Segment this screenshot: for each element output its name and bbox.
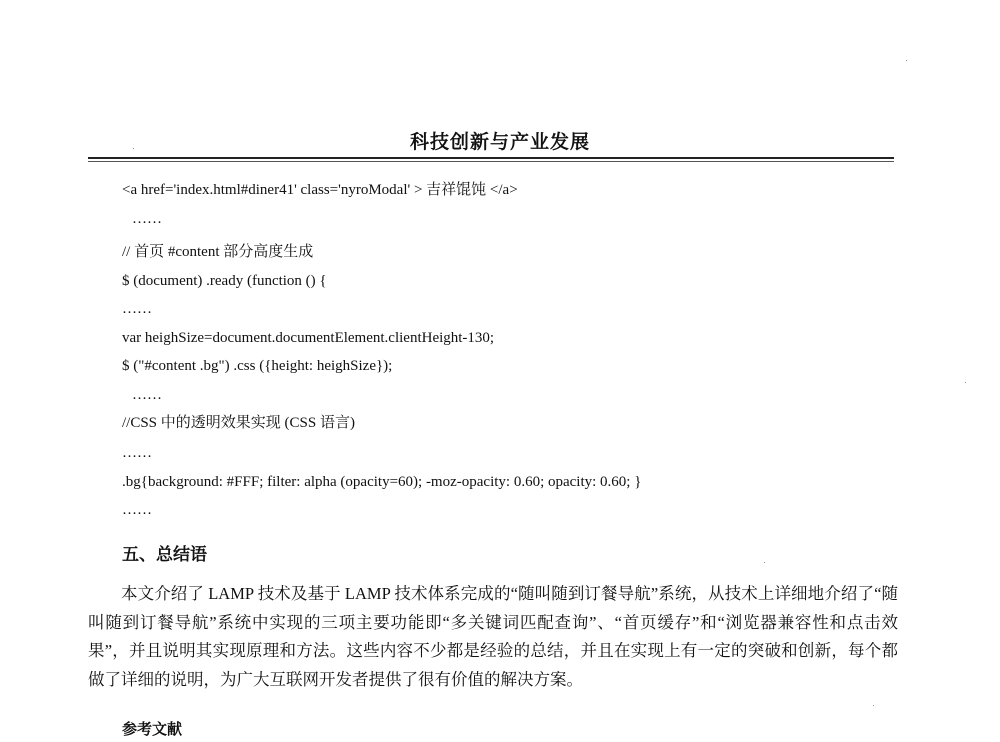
code-line: …… <box>122 301 152 317</box>
code-line: …… <box>122 502 152 518</box>
code-line: $ (document) .ready (function () { <box>122 273 327 289</box>
scan-speck <box>133 148 134 149</box>
code-line: var heighSize=document.documentElement.clientHeight-130; <box>122 330 495 346</box>
scan-speck <box>764 562 765 563</box>
code-line: …… <box>132 211 162 227</box>
scan-speck <box>965 382 966 383</box>
header-rule-thick <box>88 157 894 159</box>
code-line: .bg{background: #FFF; filter: alpha (opacity=60); -moz-opacity: 0.60; opacity: 0.60; } <box>122 474 642 490</box>
code-line: …… <box>132 387 162 403</box>
scan-speck <box>906 60 907 61</box>
header-rule-thin <box>88 161 894 162</box>
scan-speck <box>873 705 874 706</box>
code-line: …… <box>122 445 152 461</box>
code-line: $ ("#content .bg") .css ({height: heighSize}); <box>122 358 393 374</box>
references-heading: 参考文献 <box>122 720 183 738</box>
code-line: //CSS 中的透明效果实现 (CSS 语言) <box>122 415 355 431</box>
code-line: <a href='index.html#diner41' class='nyroModal' > 吉祥馄饨 </a> <box>122 182 518 198</box>
body-paragraph: 本文介绍了 LAMP 技术及基于 LAMP 技术体系完成的“随叫随到订餐导航”系统，从技术上详细地介绍了“随叫随到订餐导航”系统中实现的三项主要功能即“多关键词匹配查询”、“首页缓存”和“浏览器兼容性和点击效果”，并且说明其实现原理和方法。这些内容不少都是经验的总结，并且在实现上有一定的突破和创新，每个都做了详细的说明，为广大互联网开发者提供了很有价值的解决方案。 <box>88 584 898 689</box>
code-line: // 首页 #content 部分高度生成 <box>122 244 314 260</box>
journal-title: 科技创新与产业发展 <box>409 131 590 153</box>
section-heading: 五、总结语 <box>122 545 207 565</box>
